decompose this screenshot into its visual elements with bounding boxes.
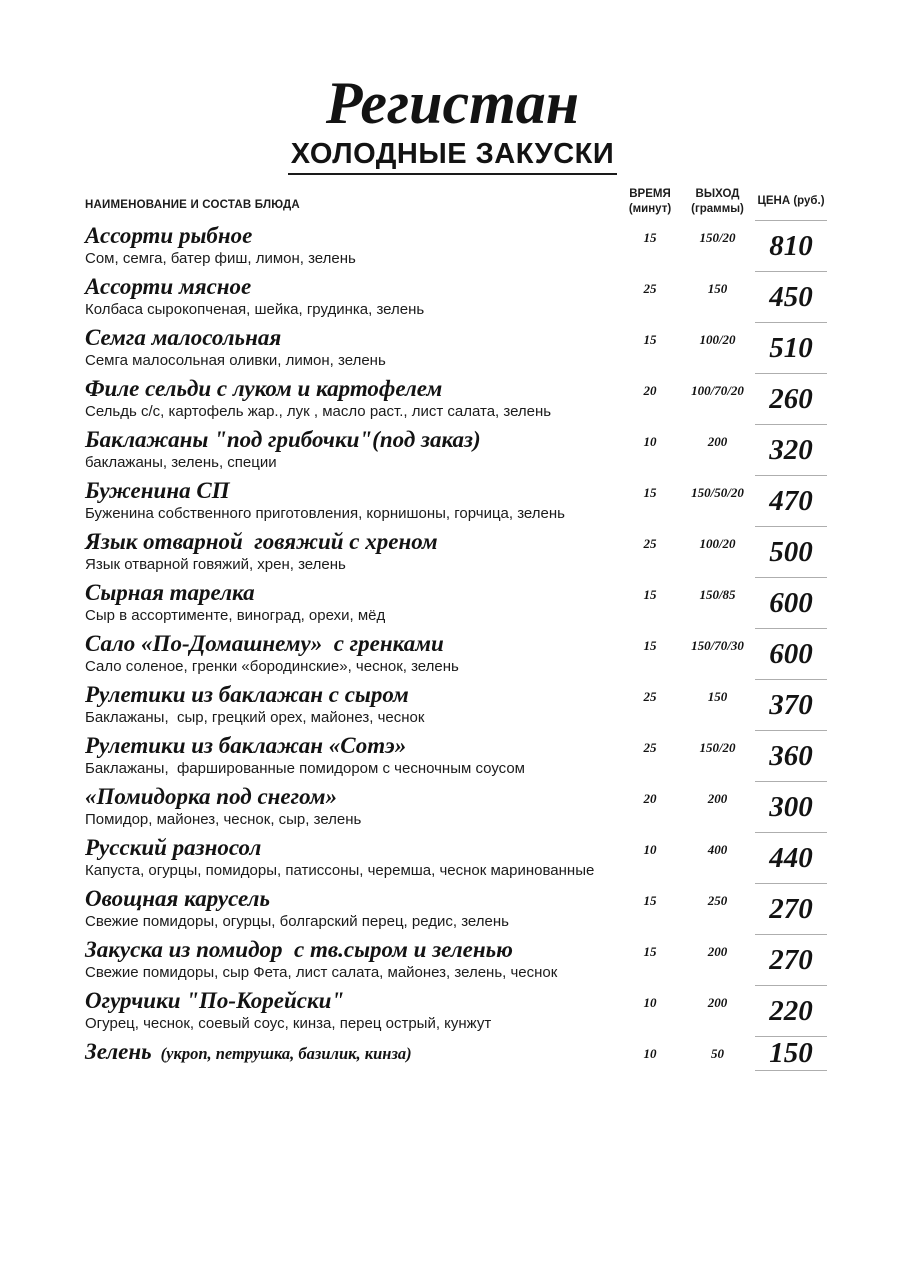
- dish-info-cell: [85, 1037, 620, 1071]
- dish-info-cell: [85, 323, 620, 374]
- dish-name: [85, 579, 620, 606]
- menu-item-row: [85, 527, 827, 578]
- dish-name-text: Баклажаны "под грибочки"(под заказ): [85, 427, 481, 452]
- dish-info-cell: [85, 680, 620, 731]
- dish-time-minutes: 10: [643, 1046, 657, 1061]
- dish-time-minutes: 10: [643, 434, 657, 449]
- dish-weight-grams: 200: [707, 944, 728, 959]
- menu-item-row: [85, 476, 827, 527]
- dish-name-text: Рулетики из баклажан с сыром: [85, 682, 409, 707]
- header-price-column: ЦЕНА (руб.): [755, 183, 827, 221]
- dish-ingredients: Огурец, чеснок, соевый соус, кинза, перец острый, кунжут: [85, 1015, 492, 1032]
- dish-weight-grams: 150/20: [699, 740, 736, 755]
- dish-ingredients: Сельдь с/с, картофель жар., лук , масло раст., лист салата, зелень: [85, 403, 552, 420]
- dish-name: [85, 630, 620, 657]
- dish-name-text: «Помидорка под снегом»: [85, 784, 338, 809]
- section-title: ХОЛОДНЫЕ ЗАКУСКИ: [288, 138, 617, 175]
- menu-table: [85, 183, 827, 1071]
- dish-time-minutes: 15: [643, 638, 657, 653]
- section-title-wrap: [0, 138, 905, 175]
- dish-info-cell: [85, 578, 620, 629]
- dish-info-cell: [85, 935, 620, 986]
- dish-name: [85, 375, 620, 402]
- dish-info-cell: [85, 272, 620, 323]
- dish-time-minutes: 15: [643, 587, 657, 602]
- menu-item-row: [85, 1037, 827, 1071]
- dish-price-cell: [755, 986, 827, 1037]
- dish-weight-grams: 150: [707, 281, 728, 296]
- dish-price-cell: [755, 782, 827, 833]
- dish-price: 270: [769, 943, 813, 976]
- menu-item-row: [85, 935, 827, 986]
- dish-name: [85, 732, 620, 759]
- dish-name: [85, 783, 620, 810]
- menu-item-row: [85, 629, 827, 680]
- dish-info-cell: [85, 629, 620, 680]
- dish-name: [85, 477, 620, 504]
- dish-price-cell: [755, 1037, 827, 1071]
- header-weight-column: [680, 187, 755, 221]
- dish-weight-grams: 50: [711, 1046, 724, 1061]
- dish-time-minutes: 25: [643, 536, 657, 551]
- dish-name: [85, 528, 620, 555]
- dish-ingredients: Сыр в ассортименте, виноград, орехи, мёд: [85, 607, 386, 624]
- dish-name-text: Сырная тарелка: [85, 580, 255, 605]
- restaurant-name: Регистан: [325, 70, 580, 136]
- dish-time-minutes: 10: [643, 995, 657, 1010]
- dish-ingredients: Семга малосольная оливки, лимон, зелень: [85, 352, 386, 369]
- dish-ingredients: Свежие помидоры, огурцы, болгарский перец, редис, зелень: [85, 913, 509, 930]
- dish-time-minutes: 15: [643, 893, 657, 908]
- dish-info-cell: [85, 731, 620, 782]
- dish-time-minutes: 25: [643, 281, 657, 296]
- dish-ingredients: Баклажаны, фаршированные помидором с чесночным соусом: [85, 760, 525, 777]
- dish-name: [85, 426, 620, 453]
- dish-name-note: (укроп, петрушка, базилик, кинза): [160, 1044, 412, 1063]
- menu-item-row: [85, 731, 827, 782]
- dish-time-minutes: 25: [643, 740, 657, 755]
- dish-price: 450: [769, 280, 813, 313]
- dish-time-minutes: 25: [643, 689, 657, 704]
- dish-info-cell: [85, 425, 620, 476]
- dish-name: [85, 885, 620, 912]
- dish-weight-grams: 100/20: [699, 332, 736, 347]
- dish-name-text: Сало «По-Домашнему» с гренками: [85, 631, 444, 656]
- header-name-column: НАИМЕНОВАНИЕ И СОСТАВ БЛЮДА: [85, 199, 300, 211]
- dish-info-cell: [85, 476, 620, 527]
- dish-price-cell: [755, 527, 827, 578]
- dish-weight-grams: 200: [707, 995, 728, 1010]
- dish-ingredients: Буженина собственного приготовления, корнишоны, горчица, зелень: [85, 505, 565, 522]
- dish-name-text: Овощная карусель: [85, 886, 270, 911]
- menu-item-row: [85, 833, 827, 884]
- dish-ingredients: Свежие помидоры, сыр Фета, лист салата, майонез, зелень, чеснок: [85, 964, 558, 981]
- dish-ingredients: Сом, семга, батер фиш, лимон, зелень: [85, 250, 356, 267]
- dish-name-text: Закуска из помидор с тв.сыром и зеленью: [85, 937, 513, 962]
- dish-price: 440: [769, 841, 813, 874]
- dish-info-cell: [85, 986, 620, 1037]
- dish-info-cell: [85, 782, 620, 833]
- dish-weight-grams: 200: [707, 434, 728, 449]
- dish-time-minutes: 15: [643, 332, 657, 347]
- dish-weight-grams: 250: [707, 893, 728, 908]
- dish-name-text: Ассорти рыбное: [85, 223, 253, 248]
- dish-price: 600: [769, 637, 813, 670]
- dish-time-minutes: 10: [643, 842, 657, 857]
- dish-price-cell: [755, 221, 827, 272]
- dish-price: 470: [769, 484, 813, 517]
- dish-name: [85, 987, 620, 1014]
- dish-price: 320: [769, 433, 813, 466]
- dish-weight-grams: 150/50/20: [691, 485, 744, 500]
- dish-price-cell: [755, 833, 827, 884]
- dish-price-cell: [755, 272, 827, 323]
- menu-rows: [85, 221, 827, 1071]
- dish-price-cell: [755, 425, 827, 476]
- dish-weight-grams: 200: [707, 791, 728, 806]
- header-weight-line2: (граммы): [691, 203, 744, 215]
- dish-price: 810: [769, 229, 813, 262]
- dish-price: 220: [769, 994, 813, 1027]
- dish-name: [85, 681, 620, 708]
- dish-price-cell: [755, 731, 827, 782]
- dish-name: [85, 834, 620, 861]
- dish-weight-grams: 150/70/30: [691, 638, 744, 653]
- menu-item-row: [85, 425, 827, 476]
- header-time-line2: (минут): [628, 203, 672, 215]
- dish-time-minutes: 15: [643, 944, 657, 959]
- dish-name: [85, 936, 620, 963]
- dish-name-text: Буженина СП: [85, 478, 230, 503]
- dish-price-cell: [755, 476, 827, 527]
- dish-price-cell: [755, 629, 827, 680]
- dish-price: 300: [769, 790, 813, 823]
- menu-item-row: [85, 374, 827, 425]
- dish-price: 260: [769, 382, 813, 415]
- dish-price: 370: [769, 688, 813, 721]
- dish-price: 510: [769, 331, 813, 364]
- dish-name: [85, 324, 620, 351]
- dish-time-minutes: 20: [643, 791, 657, 806]
- dish-info-cell: [85, 527, 620, 578]
- menu-item-row: [85, 221, 827, 272]
- dish-price-cell: [755, 374, 827, 425]
- dish-time-minutes: 15: [643, 485, 657, 500]
- dish-price-cell: [755, 935, 827, 986]
- dish-time-minutes: 15: [643, 230, 657, 245]
- dish-name-text: Русский разносол: [85, 835, 262, 860]
- menu-item-row: [85, 680, 827, 731]
- dish-price: 270: [769, 892, 813, 925]
- menu-item-row: [85, 884, 827, 935]
- dish-name-text: Семга малосольная: [85, 325, 282, 350]
- dish-ingredients: Язык отварной говяжий, хрен, зелень: [85, 556, 346, 573]
- dish-ingredients: баклажаны, зелень, специи: [85, 454, 277, 471]
- dish-ingredients: Колбаса сырокопченая, шейка, грудинка, зелень: [85, 301, 425, 318]
- menu-item-row: [85, 782, 827, 833]
- header-time-line1: ВРЕМЯ: [629, 188, 671, 200]
- dish-price: 500: [769, 535, 813, 568]
- dish-weight-grams: 100/70/20: [691, 383, 744, 398]
- dish-price-cell: [755, 578, 827, 629]
- header-time-column: [620, 187, 680, 221]
- dish-price: 150: [769, 1037, 813, 1069]
- dish-price: 600: [769, 586, 813, 619]
- dish-price-cell: [755, 323, 827, 374]
- dish-weight-grams: 150/85: [699, 587, 736, 602]
- dish-name-text: Язык отварной говяжий с хреном: [85, 529, 438, 554]
- dish-name-text: Ассорти мясное: [85, 274, 252, 299]
- header-weight-line1: ВЫХОД: [695, 188, 740, 200]
- dish-price: 360: [769, 739, 813, 772]
- table-header-row: [85, 183, 827, 221]
- dish-info-cell: [85, 884, 620, 935]
- dish-weight-grams: 150/20: [699, 230, 736, 245]
- dish-weight-grams: 150: [707, 689, 728, 704]
- dish-info-cell: [85, 374, 620, 425]
- dish-name: [85, 222, 620, 249]
- dish-ingredients: Баклажаны, сыр, грецкий орех, майонез, чеснок: [85, 709, 425, 726]
- dish-ingredients: Помидор, майонез, чеснок, сыр, зелень: [85, 811, 362, 828]
- dish-price-cell: [755, 680, 827, 731]
- menu-item-row: [85, 578, 827, 629]
- dish-ingredients: Капуста, огурцы, помидоры, патиссоны, черемша, чеснок маринованные: [85, 862, 595, 879]
- dish-weight-grams: 100/20: [699, 536, 736, 551]
- dish-price-cell: [755, 884, 827, 935]
- dish-time-minutes: 20: [643, 383, 657, 398]
- dish-info-cell: [85, 221, 620, 272]
- dish-name-text: Огурчики "По-Корейски": [85, 988, 345, 1013]
- dish-name-text: Филе сельди с луком и картофелем: [85, 376, 443, 401]
- dish-ingredients: Сало соленое, гренки «бородинские», чеснок, зелень: [85, 658, 459, 675]
- menu-item-row: [85, 986, 827, 1037]
- dish-name-text: Рулетики из баклажан «Сотэ»: [85, 733, 407, 758]
- dish-name-text: Зелень: [85, 1039, 152, 1064]
- menu-item-row: [85, 323, 827, 374]
- dish-name: [85, 1038, 620, 1067]
- dish-name: [85, 273, 620, 300]
- menu-item-row: [85, 272, 827, 323]
- dish-info-cell: [85, 833, 620, 884]
- dish-weight-grams: 400: [707, 842, 728, 857]
